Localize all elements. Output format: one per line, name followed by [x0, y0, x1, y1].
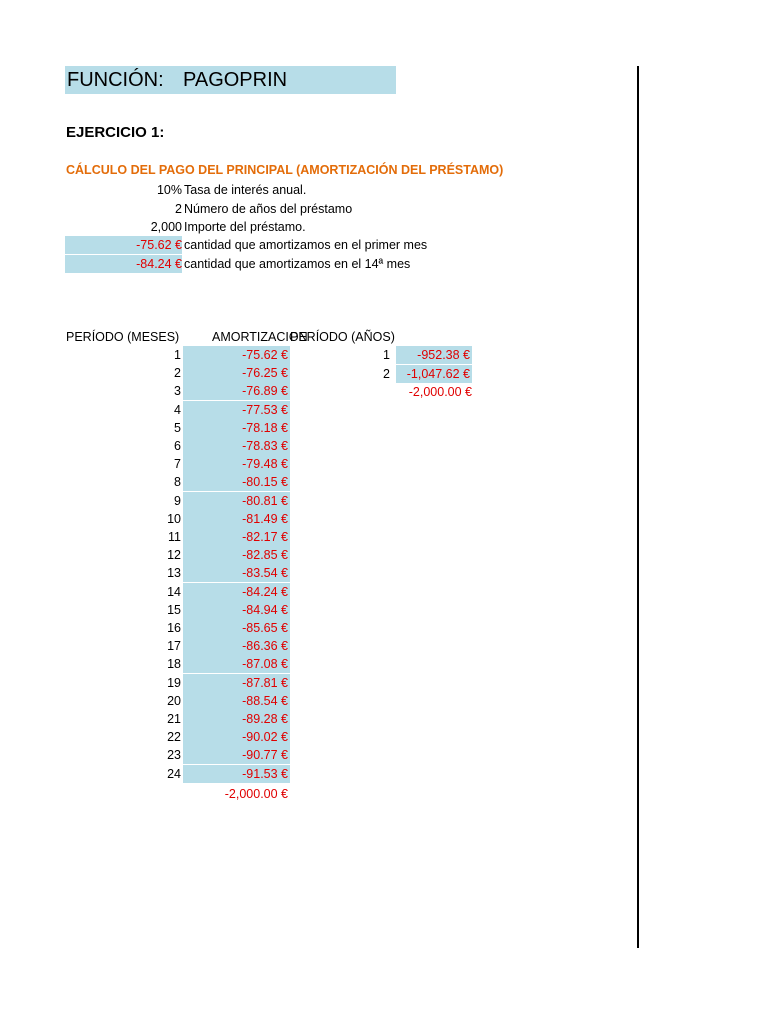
- month-number[interactable]: 10: [167, 512, 181, 526]
- param-row-month-14: [65, 255, 465, 273]
- param-value[interactable]: 2,000: [150, 220, 182, 234]
- month-number[interactable]: 23: [167, 748, 181, 762]
- table-row: [65, 583, 295, 601]
- table-row: [65, 492, 295, 510]
- month-amortization[interactable]: -80.15 €: [183, 473, 290, 491]
- month-amortization[interactable]: -85.65 €: [183, 619, 290, 637]
- table-row: [65, 619, 295, 637]
- year-amortization[interactable]: -1,047.62 €: [396, 365, 472, 383]
- month-number[interactable]: 20: [167, 694, 181, 708]
- month-number[interactable]: 9: [174, 494, 181, 508]
- header-amortization: AMORTIZACION: [212, 330, 308, 344]
- month-number[interactable]: 1: [174, 348, 181, 362]
- table-row: [65, 546, 295, 564]
- year-number[interactable]: 2: [383, 367, 390, 381]
- table-row: [65, 455, 295, 473]
- month-amortization[interactable]: -84.94 €: [183, 601, 290, 619]
- table-row: [65, 765, 295, 783]
- table-row: [65, 510, 295, 528]
- param-label: Número de años del préstamo: [184, 202, 353, 216]
- month-number[interactable]: 7: [174, 457, 181, 471]
- table-row: [65, 674, 295, 692]
- month-amortization[interactable]: -91.53 €: [183, 765, 290, 783]
- month-number[interactable]: 18: [167, 657, 181, 671]
- month-amortization[interactable]: -90.02 €: [183, 728, 290, 746]
- month-number[interactable]: 17: [167, 639, 181, 653]
- month-number[interactable]: 8: [174, 475, 181, 489]
- section-title: CÁLCULO DEL PAGO DEL PRINCIPAL (AMORTIZACIÓN DEL PRÉSTAMO): [66, 163, 504, 177]
- month-amortization[interactable]: -81.49 €: [183, 510, 290, 528]
- page-border-line: [637, 66, 639, 948]
- month-amortization[interactable]: -77.53 €: [183, 401, 290, 419]
- function-title-box: [65, 66, 396, 94]
- month-amortization[interactable]: -78.18 €: [183, 419, 290, 437]
- month-number[interactable]: 3: [174, 384, 181, 398]
- param-value-highlight[interactable]: -75.62 €: [65, 236, 182, 254]
- header-period-years: PERÍODO (AÑOS): [290, 330, 395, 344]
- month-amortization[interactable]: -82.17 €: [183, 528, 290, 546]
- month-number[interactable]: 13: [167, 566, 181, 580]
- table-row: [65, 692, 295, 710]
- table-row: [65, 728, 295, 746]
- param-label: Importe del préstamo.: [184, 220, 306, 234]
- table-row: [65, 746, 295, 764]
- month-amortization[interactable]: -82.85 €: [183, 546, 290, 564]
- param-value[interactable]: 2: [175, 202, 182, 216]
- param-row-rate: [65, 181, 465, 199]
- table-row: [65, 655, 295, 673]
- month-number[interactable]: 22: [167, 730, 181, 744]
- month-number[interactable]: 19: [167, 676, 181, 690]
- table-row: [65, 473, 295, 491]
- month-number[interactable]: 21: [167, 712, 181, 726]
- month-number[interactable]: 24: [167, 767, 181, 781]
- param-label: cantidad que amortizamos en el 14ª mes: [184, 257, 411, 271]
- param-value[interactable]: 10%: [156, 183, 182, 197]
- param-row-first-month: [65, 236, 465, 254]
- month-number[interactable]: 2: [174, 366, 181, 380]
- month-number[interactable]: 5: [174, 421, 181, 435]
- month-amortization[interactable]: -88.54 €: [183, 692, 290, 710]
- month-amortization[interactable]: -76.25 €: [183, 364, 290, 382]
- month-amortization[interactable]: -76.89 €: [183, 382, 290, 400]
- table-row: [65, 382, 295, 400]
- yearly-total[interactable]: -2,000.00 €: [408, 385, 472, 399]
- table-row: [65, 564, 295, 582]
- table-row: [290, 365, 475, 383]
- table-row: [65, 364, 295, 382]
- table-row: [65, 528, 295, 546]
- month-number[interactable]: 15: [167, 603, 181, 617]
- month-amortization[interactable]: -90.77 €: [183, 746, 290, 764]
- month-amortization[interactable]: -84.24 €: [183, 583, 290, 601]
- month-amortization[interactable]: -78.83 €: [183, 437, 290, 455]
- month-amortization[interactable]: -79.48 €: [183, 455, 290, 473]
- table-row: [290, 346, 475, 364]
- year-number[interactable]: 1: [383, 348, 390, 362]
- month-number[interactable]: 16: [167, 621, 181, 635]
- month-amortization[interactable]: -75.62 €: [183, 346, 290, 364]
- month-amortization[interactable]: -87.81 €: [183, 674, 290, 692]
- month-number[interactable]: 11: [168, 530, 181, 544]
- month-amortization[interactable]: -89.28 €: [183, 710, 290, 728]
- table-row: [65, 346, 295, 364]
- month-amortization[interactable]: -83.54 €: [183, 564, 290, 582]
- month-amortization[interactable]: -87.08 €: [183, 655, 290, 673]
- table-row: [65, 601, 295, 619]
- table-row: [65, 419, 295, 437]
- monthly-total[interactable]: -2,000.00 €: [224, 787, 288, 801]
- table-row: [65, 401, 295, 419]
- function-label: FUNCIÓN:: [67, 69, 164, 91]
- month-number[interactable]: 14: [167, 585, 181, 599]
- month-number[interactable]: 12: [167, 548, 181, 562]
- param-label: Tasa de interés anual.: [184, 183, 307, 197]
- header-period-months: PERÍODO (MESES): [66, 330, 180, 344]
- month-amortization[interactable]: -86.36 €: [183, 637, 290, 655]
- param-label: cantidad que amortizamos en el primer mes: [184, 238, 428, 252]
- param-row-years: [65, 200, 465, 218]
- table-row: [65, 710, 295, 728]
- table-row: [65, 437, 295, 455]
- function-name: PAGOPRIN: [183, 69, 288, 91]
- month-amortization[interactable]: -80.81 €: [183, 492, 290, 510]
- month-number[interactable]: 4: [174, 403, 181, 417]
- year-amortization[interactable]: -952.38 €: [396, 346, 472, 364]
- param-row-amount: [65, 218, 465, 236]
- table-row: [65, 637, 295, 655]
- exercise-heading: EJERCICIO 1:: [66, 124, 165, 141]
- month-number[interactable]: 6: [174, 439, 181, 453]
- param-value-highlight[interactable]: -84.24 €: [65, 255, 182, 273]
